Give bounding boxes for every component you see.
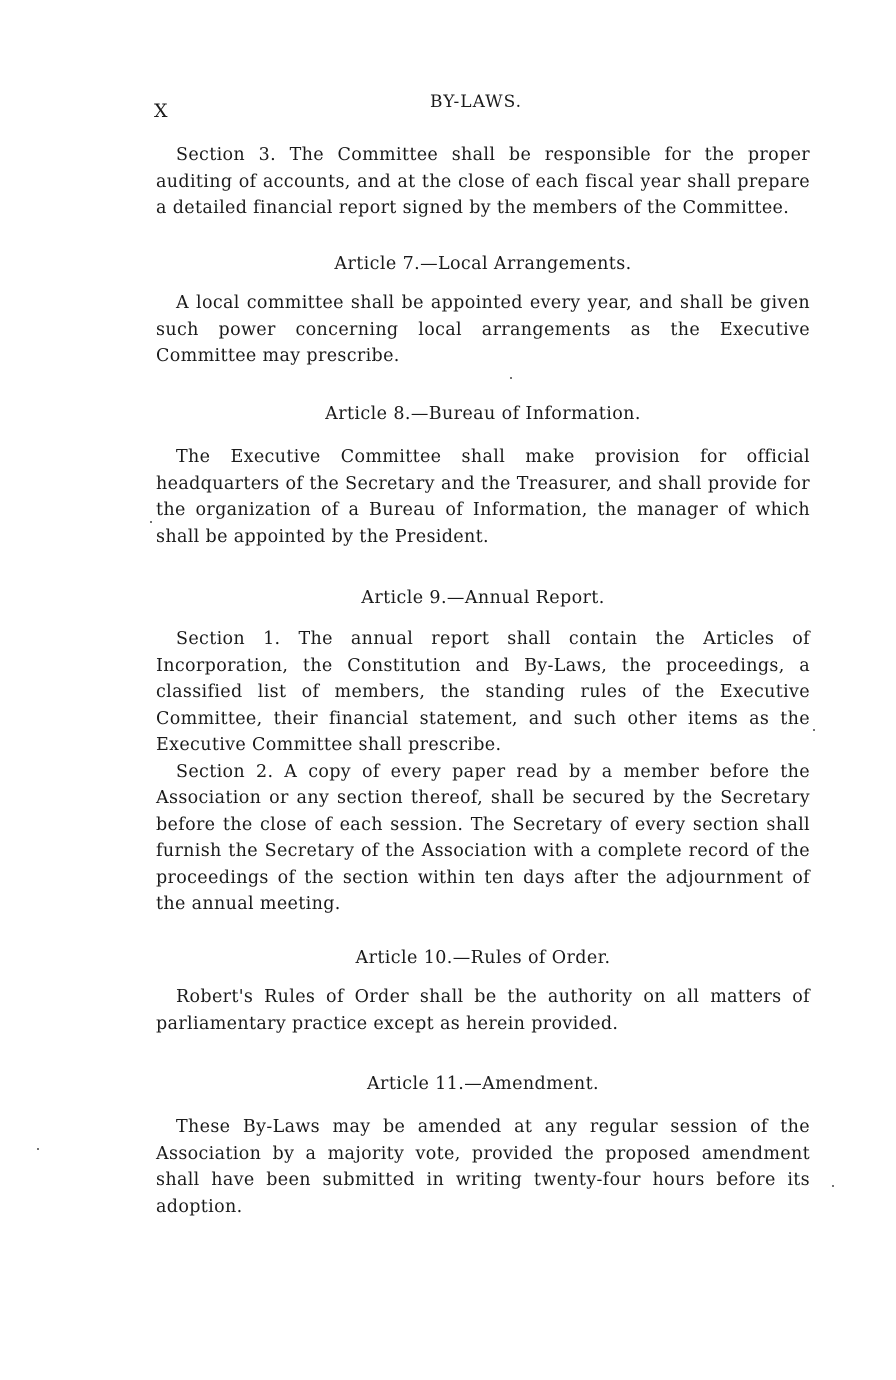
article9-body: [156, 626, 810, 918]
article8-heading: Article 8.—Bureau of Information.: [325, 404, 641, 424]
article10-paragraph: Robert's Rules of Order shall be the authority on all matters of parliamentary practice except as herein provided.: [156, 987, 810, 1034]
running-title: BY-LAWS.: [430, 92, 523, 112]
running-head: [150, 92, 810, 122]
scan-speck: [832, 1185, 834, 1187]
article11-heading: Article 11.—Amendment.: [367, 1074, 599, 1094]
article9-heading: Article 9.—Annual Report.: [361, 588, 605, 608]
article10-body: [156, 984, 810, 1037]
article8-paragraph: The Executive Committee shall make provision for official headquarters of the Secretary and the Treasurer, and shall provide for the organization of a Bureau of Information, the manager of which shall be appointed by the President.: [156, 447, 810, 547]
page-number: X: [154, 100, 169, 122]
article11-paragraph: These By-Laws may be amended at any regular session of the Association by a majority vote, provided the proposed amendment shall have been submitted in writing twenty-four hours before its adoption.: [156, 1117, 810, 1217]
article10-heading: Article 10.—Rules of Order.: [355, 948, 611, 968]
scan-speck: [510, 377, 512, 379]
article9-section1: Section 1. The annual report shall contain the Articles of Incorporation, the Constitution and By-Laws, the proceedings, a classified list of members, the standing rules of the Executive Committee, their financial statement, and such other items as the Executive Committee shall prescribe.: [156, 629, 810, 755]
article6-section3: [156, 142, 810, 222]
article7-heading: Article 7.—Local Arrangements.: [334, 254, 632, 274]
article7-body: [156, 290, 810, 370]
scan-speck: [150, 521, 152, 523]
article9-section2: Section 2. A copy of every paper read by a member before the Association or any section thereof, shall be secured by the Secretary before the close of each session. The Secretary of every section shall furnish the Secretary of the Association with a complete record of the proceedings of the section within ten days after the adjournment of the annual meeting.: [156, 761, 810, 914]
article8-body: [156, 444, 810, 550]
article11-body: [156, 1114, 810, 1220]
scan-speck: [37, 1148, 39, 1150]
scan-speck: [813, 729, 815, 731]
section3-paragraph: Section 3. The Committee shall be responsible for the proper auditing of accounts, and at the close of each fiscal year shall prepare a detailed financial report signed by the members of the Committee.: [156, 145, 810, 218]
article7-paragraph: A local committee shall be appointed every year, and shall be given such power concerning local arrangements as the Executive Committee may prescribe.: [156, 293, 810, 366]
